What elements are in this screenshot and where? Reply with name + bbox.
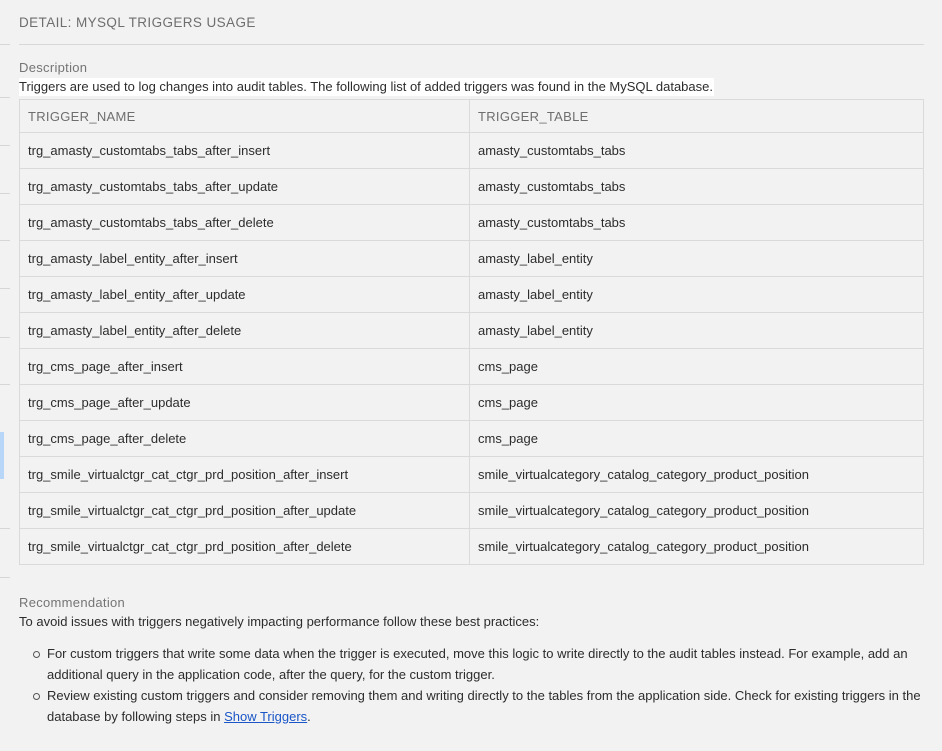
detail-panel [19,0,924,727]
left-rail [0,0,12,751]
title-divider [19,44,924,45]
triggers-table [19,99,924,565]
table-row [20,385,924,421]
table-header-row [20,100,924,133]
rail-divider [0,240,10,241]
trigger-table-cell: amasty_label_entity [470,241,924,277]
rail-divider [0,97,10,98]
trigger-table-cell: cms_page [470,421,924,457]
detail-title: DETAIL: MYSQL TRIGGERS USAGE [19,15,256,30]
table-row [20,493,924,529]
table-row [20,169,924,205]
trigger-name-cell: trg_cms_page_after_update [20,385,470,421]
table-row [20,133,924,169]
hollow-bullet-icon [33,651,40,658]
column-header-trigger-name: TRIGGER_NAME [20,100,470,133]
trigger-name-cell: trg_amasty_label_entity_after_update [20,277,470,313]
rail-divider [0,528,10,529]
recommendation-item-text: Review existing custom triggers and consider removing them and writing directly to the tables from the application side. Check for existing triggers in the database by following steps in [47,688,921,724]
trigger-name-cell: trg_amasty_customtabs_tabs_after_update [20,169,470,205]
table-row [20,529,924,565]
table-row [20,313,924,349]
trigger-table-cell: amasty_customtabs_tabs [470,169,924,205]
rail-active-indicator [0,432,4,479]
trigger-table-cell: amasty_label_entity [470,313,924,349]
rail-divider [0,337,10,338]
recommendation-item-text: For custom triggers that write some data when the trigger is executed, move this logic to write directly to the audit tables instead. For example, add an additional query in the application code, after the query, for the custom trigger. [47,646,908,682]
trigger-table-cell: smile_virtualcategory_catalog_category_product_position [470,457,924,493]
table-row [20,241,924,277]
trigger-table-cell: amasty_customtabs_tabs [470,133,924,169]
trigger-table-cell: cms_page [470,349,924,385]
trigger-name-cell: trg_smile_virtualctgr_cat_ctgr_prd_position_after_update [20,493,470,529]
trigger-table-cell: cms_page [470,385,924,421]
rail-divider [0,193,10,194]
recommendation-list [19,643,924,727]
recommendation-intro: To avoid issues with triggers negatively impacting performance follow these best practices: [19,614,540,629]
description-label: Description [19,60,88,75]
recommendation-item [47,685,924,727]
table-row [20,349,924,385]
table-row [20,421,924,457]
hollow-bullet-icon [33,693,40,700]
trigger-name-cell: trg_cms_page_after_delete [20,421,470,457]
show-triggers-link[interactable]: Show Triggers [224,709,308,724]
rail-divider [0,577,10,578]
trigger-name-cell: trg_amasty_label_entity_after_insert [20,241,470,277]
trigger-name-cell: trg_cms_page_after_insert [20,349,470,385]
trigger-name-cell: trg_smile_virtualctgr_cat_ctgr_prd_position_after_delete [20,529,470,565]
table-row [20,205,924,241]
trigger-name-cell: trg_amasty_customtabs_tabs_after_delete [20,205,470,241]
recommendation-item-text-end: . [307,709,311,724]
description-body: Triggers are used to log changes into audit tables. The following list of added triggers was found in the MySQL database. [19,79,713,94]
rail-divider [0,44,10,45]
rail-divider [0,384,10,385]
trigger-name-cell: trg_amasty_label_entity_after_delete [20,313,470,349]
rail-divider [0,288,10,289]
table-row [20,277,924,313]
trigger-table-cell: smile_virtualcategory_catalog_category_product_position [470,493,924,529]
table-row [20,457,924,493]
recommendation-item [47,643,924,685]
trigger-table-cell: amasty_customtabs_tabs [470,205,924,241]
trigger-name-cell: trg_smile_virtualctgr_cat_ctgr_prd_position_after_insert [20,457,470,493]
rail-divider [0,145,10,146]
trigger-table-cell: smile_virtualcategory_catalog_category_product_position [470,529,924,565]
trigger-table-cell: amasty_label_entity [470,277,924,313]
trigger-name-cell: trg_amasty_customtabs_tabs_after_insert [20,133,470,169]
column-header-trigger-table: TRIGGER_TABLE [470,100,924,133]
recommendation-label: Recommendation [19,595,126,610]
description-text [19,78,924,96]
